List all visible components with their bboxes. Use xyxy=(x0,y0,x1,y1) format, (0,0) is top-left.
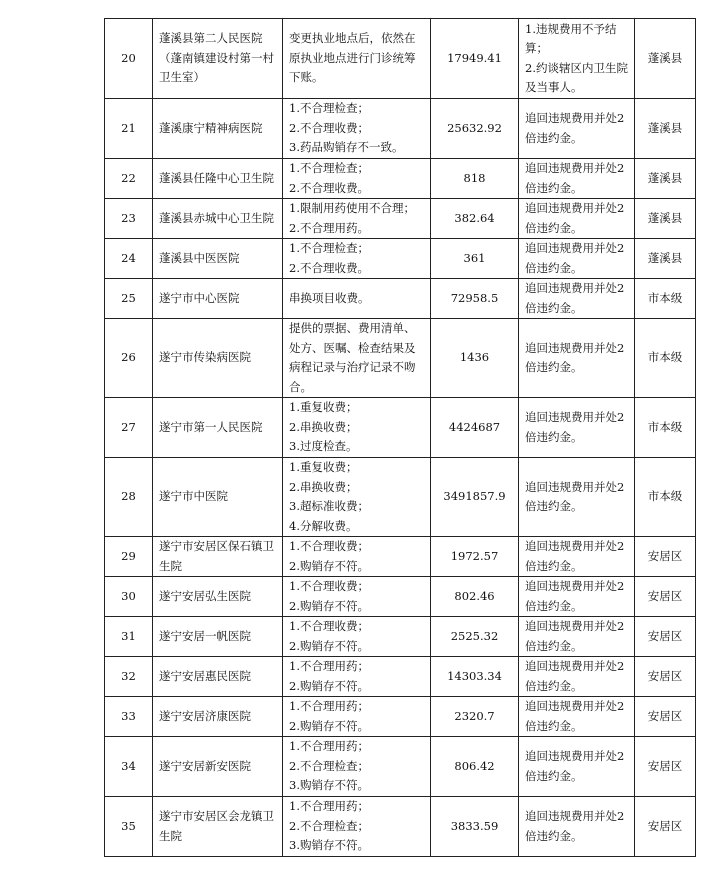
hospital-name xyxy=(153,657,283,697)
handling-measure-line: 追回违规费用并处2 xyxy=(525,809,625,823)
table-body xyxy=(105,19,696,857)
violation-amount: 1972.57 xyxy=(431,537,519,577)
region: 蓬溪县 xyxy=(634,239,695,279)
handling-measure-line: 倍违约金。 xyxy=(525,180,583,195)
violation-issues xyxy=(283,737,431,797)
region: 市本级 xyxy=(634,319,695,398)
hospital-name-line: 蓬溪康宁精神病医院 xyxy=(159,120,263,135)
violation-issues-line: 原执业地点进行门诊统筹 xyxy=(289,50,416,65)
handling-measure xyxy=(519,239,635,279)
hospital-name xyxy=(153,458,283,537)
table-row xyxy=(105,159,696,199)
violation-issues xyxy=(283,458,431,537)
hospital-name xyxy=(153,239,283,279)
handling-measure-line: 倍违约金。 xyxy=(525,429,583,444)
hospital-name xyxy=(153,577,283,617)
violation-issues-line: 2.不合理收费； xyxy=(289,120,369,135)
table-row xyxy=(105,697,696,737)
row-number: 30 xyxy=(105,577,153,617)
handling-measure-line: 倍违约金。 xyxy=(525,828,583,843)
handling-measure-line: 倍违约金。 xyxy=(525,558,583,573)
row-number: 20 xyxy=(105,19,153,99)
region: 安居区 xyxy=(634,537,695,577)
hospital-name xyxy=(153,99,283,159)
row-number: 26 xyxy=(105,319,153,398)
handling-measure xyxy=(519,697,635,737)
handling-measure-line: 追回违规费用并处2 xyxy=(525,340,625,355)
handling-measure-line: 追回违规费用并处2 xyxy=(525,479,625,494)
hospital-name-line: 蓬溪县赤城中心卫生院 xyxy=(159,210,274,225)
row-number: 32 xyxy=(105,657,153,697)
hospital-name-line: 遂宁市传染病医院 xyxy=(159,350,251,365)
row-number: 34 xyxy=(105,737,153,797)
violation-issues-line: 2.不合理收费。 xyxy=(289,180,369,195)
region: 蓬溪县 xyxy=(634,159,695,199)
region: 市本级 xyxy=(634,279,695,319)
hospital-name-line: 卫生室） xyxy=(159,70,205,85)
violation-amount: 361 xyxy=(431,239,519,279)
violation-amount: 14303.34 xyxy=(431,657,519,697)
hospital-name-line: 蓬溪县第二人民医院 xyxy=(159,31,263,46)
region: 安居区 xyxy=(634,797,695,857)
hospital-name xyxy=(153,319,283,398)
hospital-name-line: 蓬溪县任隆中心卫生院 xyxy=(159,170,274,185)
row-number: 21 xyxy=(105,99,153,159)
handling-measure-line: 追回违规费用并处2 xyxy=(525,111,625,125)
row-number: 35 xyxy=(105,797,153,857)
violation-issues-line: 2.串换收费； xyxy=(289,479,358,494)
violation-amount: 25632.92 xyxy=(431,99,519,159)
handling-measure-line: 倍违约金。 xyxy=(525,499,583,513)
handling-measure-line: 倍违约金。 xyxy=(525,220,583,235)
violation-issues-line: 2.不合理用药。 xyxy=(289,220,369,235)
row-number: 24 xyxy=(105,239,153,279)
violation-issues xyxy=(283,159,431,199)
violation-amount: 3833.59 xyxy=(431,797,519,857)
violation-issues xyxy=(283,537,431,577)
handling-measure-line: 追回违规费用并处2 xyxy=(525,161,625,175)
handling-measure-line: 及当事人。 xyxy=(525,80,583,94)
handling-measure xyxy=(519,458,635,537)
hospital-name-line: 遂宁市第一人民医院 xyxy=(159,419,263,434)
violation-issues-line: 合。 xyxy=(289,379,312,394)
violation-issues-line: 4.分解收费。 xyxy=(289,518,358,533)
violation-issues-line: 1.不合理用药； xyxy=(289,659,369,673)
violation-issues-line: 2.购销存不符。 xyxy=(289,638,369,653)
handling-measure-line: 追回违规费用并处2 xyxy=(525,659,625,673)
violation-issues-line: 1.不合理用药； xyxy=(289,699,369,713)
row-number: 25 xyxy=(105,279,153,319)
region: 安居区 xyxy=(634,737,695,797)
handling-measure xyxy=(519,657,635,697)
handling-measure-line: 追回违规费用并处2 xyxy=(525,539,625,553)
violation-issues-line: 1.限制用药使用不合理； xyxy=(289,201,415,215)
violation-issues xyxy=(283,657,431,697)
violation-issues-line: 2.不合理收费。 xyxy=(289,260,369,275)
violation-issues xyxy=(283,199,431,239)
handling-measure-line: 倍违约金。 xyxy=(525,598,583,613)
hospital-name xyxy=(153,797,283,857)
hospital-name-line: 遂宁市中医院 xyxy=(159,489,228,504)
table-row xyxy=(105,657,696,697)
violation-amount: 1436 xyxy=(431,319,519,398)
violation-issues xyxy=(283,239,431,279)
violation-issues xyxy=(283,279,431,319)
hospital-name xyxy=(153,199,283,239)
hospital-name-line: 遂宁市中心医院 xyxy=(159,290,240,305)
violation-issues xyxy=(283,398,431,458)
row-number: 27 xyxy=(105,398,153,458)
handling-measure xyxy=(519,737,635,797)
violation-issues-line: 2.购销存不符。 xyxy=(289,598,369,613)
violation-issues-line: 1.重复收费； xyxy=(289,460,358,474)
violation-issues-line: 1.不合理检查； xyxy=(289,161,369,175)
handling-measure xyxy=(519,99,635,159)
hospital-name xyxy=(153,537,283,577)
hospital-name xyxy=(153,737,283,797)
handling-measure-line: 追回违规费用并处2 xyxy=(525,410,625,424)
violation-issues-line: 1.重复收费； xyxy=(289,400,358,415)
handling-measure-line: 倍违约金。 xyxy=(525,300,583,315)
violation-issues-line: 2.购销存不符。 xyxy=(289,558,369,573)
violation-issues-line: 1.不合理收费； xyxy=(289,619,369,633)
violation-issues-line: 2.购销存不符。 xyxy=(289,678,369,693)
violation-issues-line: 3.购销存不符。 xyxy=(289,838,369,853)
violation-issues-line: 3.超标准收费； xyxy=(289,499,369,513)
hospital-name-line: 遂宁市安居区保石镇卫 xyxy=(159,539,274,553)
violation-issues-line: 1.不合理用药； xyxy=(289,739,369,754)
handling-measure-line: 追回违规费用并处2 xyxy=(525,201,625,215)
table-row xyxy=(105,617,696,657)
violation-amount: 818 xyxy=(431,159,519,199)
violation-issues xyxy=(283,617,431,657)
handling-measure-line: 追回违规费用并处2 xyxy=(525,241,625,255)
handling-measure-line: 1.违规费用不予结 xyxy=(525,21,617,36)
handling-measure-line: 算； xyxy=(525,41,548,55)
table-row xyxy=(105,458,696,537)
region: 蓬溪县 xyxy=(634,199,695,239)
handling-measure xyxy=(519,617,635,657)
region: 安居区 xyxy=(634,577,695,617)
hospital-name xyxy=(153,617,283,657)
table-row xyxy=(105,737,696,797)
handling-measure-line: 倍违约金。 xyxy=(525,638,583,653)
handling-measure xyxy=(519,279,635,319)
handling-measure-line: 倍违约金。 xyxy=(525,768,583,783)
handling-measure-line: 追回违规费用并处2 xyxy=(525,579,625,593)
handling-measure-line: 倍违约金。 xyxy=(525,678,583,693)
violation-amount: 2320.7 xyxy=(431,697,519,737)
row-number: 33 xyxy=(105,697,153,737)
violation-issues-line: 病程记录与治疗记录不吻 xyxy=(289,360,416,374)
violation-amount: 4424687 xyxy=(431,398,519,458)
table-row xyxy=(105,239,696,279)
violation-amount: 806.42 xyxy=(431,737,519,797)
region: 安居区 xyxy=(634,617,695,657)
hospital-name xyxy=(153,279,283,319)
violation-issues-line: 2.不合理检查； xyxy=(289,818,369,833)
hospital-name-line: 遂宁安居弘生医院 xyxy=(159,588,251,603)
violation-amount: 72958.5 xyxy=(431,279,519,319)
violation-issues-line: 处方、医嘱、检查结果及 xyxy=(289,340,416,355)
region: 蓬溪县 xyxy=(634,19,695,99)
violation-amount: 17949.41 xyxy=(431,19,519,99)
hospital-name-line: 遂宁安居惠民医院 xyxy=(159,668,251,683)
violation-issues-line: 下账。 xyxy=(289,70,324,85)
violation-issues-line: 提供的票据、费用清单、 xyxy=(289,321,416,335)
table-row xyxy=(105,199,696,239)
handling-measure-line: 追回违规费用并处2 xyxy=(525,281,625,295)
row-number: 23 xyxy=(105,199,153,239)
handling-measure xyxy=(519,319,635,398)
hospital-name-line: 遂宁安居一帆医院 xyxy=(159,628,251,643)
table-row xyxy=(105,319,696,398)
violation-issues-line: 变更执业地点后，依然在 xyxy=(289,31,416,46)
handling-measure xyxy=(519,577,635,617)
row-number: 29 xyxy=(105,537,153,577)
violation-issues-line: 2.不合理检查； xyxy=(289,758,369,773)
hospital-name-line: （蓬南镇建设村第一村 xyxy=(159,50,274,65)
hospital-name-line: 蓬溪县中医医院 xyxy=(159,250,240,265)
region: 市本级 xyxy=(634,398,695,458)
table-row xyxy=(105,279,696,319)
table-row xyxy=(105,398,696,458)
violation-issues-line: 3.购销存不符。 xyxy=(289,778,369,793)
handling-measure-line: 倍违约金。 xyxy=(525,718,583,733)
violation-issues xyxy=(283,577,431,617)
violation-issues-line: 串换项目收费。 xyxy=(289,290,370,305)
row-number: 31 xyxy=(105,617,153,657)
hospital-name-line: 遂宁安居新安医院 xyxy=(159,758,251,773)
hospital-name xyxy=(153,19,283,99)
hospital-name-line: 生院 xyxy=(159,828,182,843)
handling-measure-line: 倍违约金。 xyxy=(525,130,583,145)
handling-measure-line: 追回违规费用并处2 xyxy=(525,699,625,713)
handling-measure-line: 倍违约金。 xyxy=(525,260,583,275)
violation-issues-line: 1.不合理收费； xyxy=(289,539,369,553)
hospital-name-line: 遂宁安居济康医院 xyxy=(159,708,251,723)
handling-measure xyxy=(519,797,635,857)
violation-amount: 2525.32 xyxy=(431,617,519,657)
violation-issues xyxy=(283,319,431,398)
table-row xyxy=(105,797,696,857)
handling-measure xyxy=(519,398,635,458)
table-row xyxy=(105,577,696,617)
violation-issues xyxy=(283,19,431,99)
table-row xyxy=(105,99,696,159)
violation-amount: 382.64 xyxy=(431,199,519,239)
hospital-name-line: 遂宁市安居区会龙镇卫 xyxy=(159,809,274,823)
region: 蓬溪县 xyxy=(634,99,695,159)
violation-issues-line: 1.不合理检查； xyxy=(289,101,369,116)
table-row xyxy=(105,19,696,99)
region: 安居区 xyxy=(634,657,695,697)
region: 安居区 xyxy=(634,697,695,737)
handling-measure xyxy=(519,199,635,239)
violation-issues-line: 1.不合理用药； xyxy=(289,799,369,814)
handling-measure-line: 追回违规费用并处2 xyxy=(525,749,625,763)
handling-measure-line: 2.约谈辖区内卫生院 xyxy=(525,60,628,75)
table-row xyxy=(105,537,696,577)
hospital-name xyxy=(153,398,283,458)
violation-amount: 802.46 xyxy=(431,577,519,617)
row-number: 22 xyxy=(105,159,153,199)
violation-issues-line: 2.购销存不符。 xyxy=(289,718,369,733)
handling-measure xyxy=(519,159,635,199)
violation-issues xyxy=(283,697,431,737)
violation-issues-line: 1.不合理收费； xyxy=(289,579,369,593)
violation-issues-line: 3.过度检查。 xyxy=(289,439,358,454)
row-number: 28 xyxy=(105,458,153,537)
violation-issues-line: 1.不合理检查； xyxy=(289,241,369,255)
violation-amount: 3491857.9 xyxy=(431,458,519,537)
handling-measure xyxy=(519,19,635,99)
violation-issues xyxy=(283,99,431,159)
region: 市本级 xyxy=(634,458,695,537)
handling-measure xyxy=(519,537,635,577)
violation-issues xyxy=(283,797,431,857)
violation-issues-line: 2.串换收费； xyxy=(289,419,358,434)
hospital-name xyxy=(153,159,283,199)
hospital-name-line: 生院 xyxy=(159,558,182,573)
violations-table xyxy=(104,18,696,857)
hospital-name xyxy=(153,697,283,737)
handling-measure-line: 追回违规费用并处2 xyxy=(525,619,625,633)
violation-issues-line: 3.药品购销存不一致。 xyxy=(289,140,404,155)
handling-measure-line: 倍违约金。 xyxy=(525,360,583,374)
